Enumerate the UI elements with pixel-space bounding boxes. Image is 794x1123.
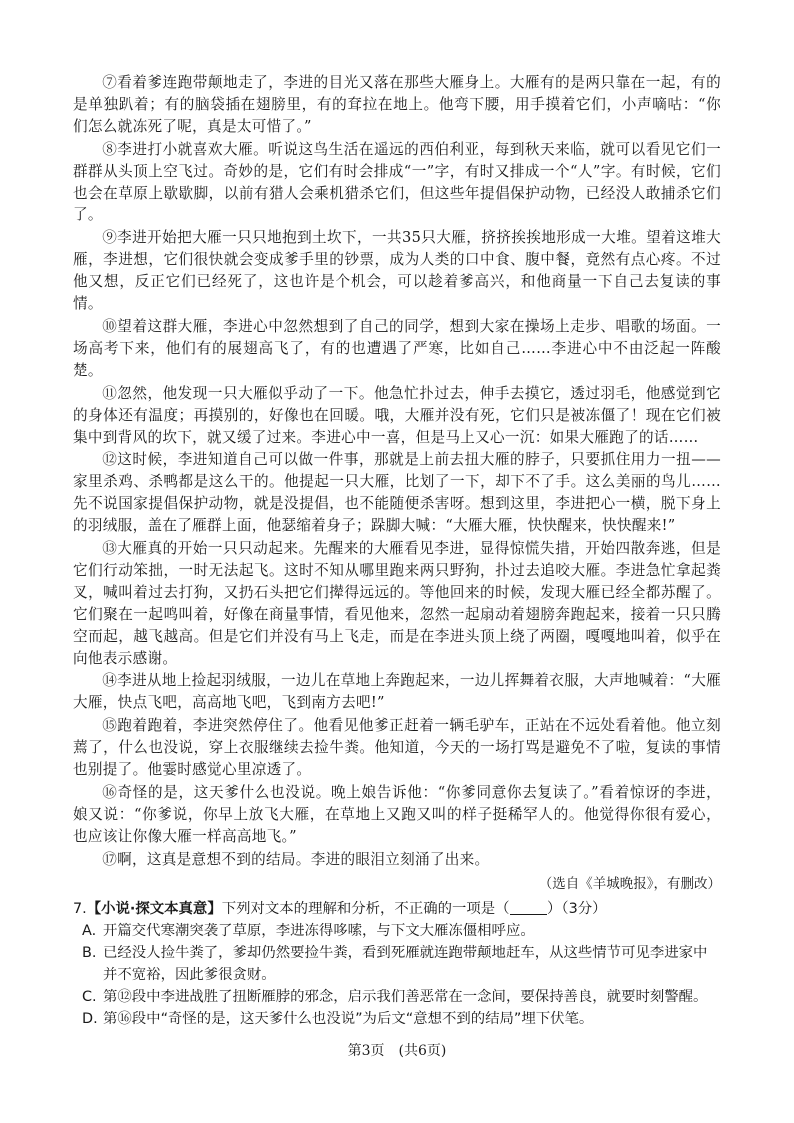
story-body [73,72,721,871]
option-c[interactable] [73,986,721,1008]
paragraph-14: ⑭李进从地上捡起羽绒服，一边儿在草地上奔跑起来，一边儿挥舞着衣服，大声地喊着：“大雁大雁，快点飞吧，高高地飞吧，飞到南方去吧!” [73,672,721,712]
option-letter: C. [82,988,97,1005]
paragraph-11: ⑪忽然，他发现一只大雁似乎动了一下。他急忙扑过去，伸手去摸它，透过羽毛，他感觉到它的身体还有温度；再摸别的，好像也在回暖。哦，大雁并没有死，它们只是被冻僵了！现在它们被集中到背风的坎下，就又缓了过来。李进心中一喜，但是马上又心一沉：如果大雁跑了的话…… [73,384,721,446]
paragraph-9: ⑨李进开始把大雁一只只地抱到土坎下，一共35只大雁，挤挤挨挨地形成一大堆。望着这堆大雁，李进想，它们很快就会变成爹手里的钞票，成为人类的口中食、腹中餐，竟然有点心疼。不过他又想，反正它们已经死了，这也许是个机会，可以趁着爹高兴，和他商量一下自己去复读的事情。 [73,229,721,313]
option-letter: A. [82,922,97,939]
page-content [73,72,721,1030]
option-b[interactable] [73,942,721,986]
option-text: 第⑯段中“奇怪的是，这天爹什么也没说”为后文“意想不到的结局”埋下伏笔。 [103,1010,594,1027]
question-stem [73,898,721,920]
paragraph-15: ⑮跑着跑着，李进突然停住了。他看见他爹正赶着一辆毛驴车，正站在不远处看着他。他立刻蔫了，什么也没说，穿上衣服继续去捡牛粪。他知道，今天的一场打骂是避免不了啦，复读的事情也别提了。他霎时感觉心里凉透了。 [73,717,721,779]
option-a[interactable] [73,920,721,942]
option-text: 开篇交代寒潮突袭了草原，李进冻得哆嗦，与下文大雁冻僵相呼应。 [103,922,535,939]
paragraph-17: ⑰啊，这真是意想不到的结局。李进的眼泪立刻涌了出来。 [102,850,490,868]
question-text: 下列对文本的理解和分析，不正确的一项是（ [221,900,510,917]
question-tag: 【小说·探文本真意】 [86,900,222,917]
page-number: 第3页 (共6页) [347,1043,447,1059]
answer-blank[interactable] [510,899,547,914]
paragraph-12: ⑫这时候，李进知道自己可以做一件事，那就是上前去扭大雁的脖子，只要抓住用力一扭——家里杀鸡、杀鸭都是这么干的。他提起一只大雁，比划了一下，却下不了手。这么美丽的鸟儿……先不说国家提倡保护动物，就是没提倡，也不能随便杀害呀。想到这里，李进把心一横，脱下身上的羽绒服，盖在了雁群上面，他瑟缩着身子；跺脚大喊：“大雁大雁，快快醒来，快快醒来!” [73,451,721,535]
paragraph-10: ⑩望着这群大雁，李进心中忽然想到了自己的同学，想到大家在操场上走步、唱歌的场面。一场高考下来，他们有的展翅高飞了，有的也遭遇了严寒，比如自己……李进心中不由泛起一阵酸楚。 [73,317,721,379]
source-citation: （选自《羊城晚报》，有删改） [538,875,721,892]
paragraph-8: ⑧李进打小就喜欢大雁。听说这鸟生活在遥远的西伯利亚，每到秋天来临，就可以看见它们一群群从头顶上空飞过。奇妙的是，它们有时会排成“一”字，有时又排成一个“人”字。有时候，它们也会在草原上歇歇脚，以前有猎人会乘机猎杀它们，但这些年提倡保护动物，已经没人敢捕杀它们了。 [73,140,721,224]
paragraph-13: ⑬大雁真的开始一只只动起来。先醒来的大雁看见李进，显得惊慌失措，开始四散奔逃，但是它们行动笨拙，一时无法起飞。这时不知从哪里跑来两只野狗，扑过去追咬大雁。李进急忙拿起粪叉，喊叫着过去打狗，又扔石头把它们撵得远远的。等他回来的时候，发现大雁已经全都苏醒了。它们聚在一起鸣叫着，好像在商量事情，看见他来，忽然一起扇动着翅膀奔跑起来，接着一只只腾空而起，越飞越高。但是它们并没有马上飞走，而是在李进头顶上绕了两圈，嘎嘎地叫着，似乎在向他表示感谢。 [73,540,721,667]
option-text: 已经没人捡牛粪了，爹却仍然要捡牛粪，看到死雁就连跑带颠地赶车，从这些情节可见李进家中并不宽裕，因此爹很贪财。 [103,944,708,983]
paragraph-16: ⑯奇怪的是，这天爹什么也没说。晚上娘告诉他：“你爹同意你去复读了。”看着惊讶的李进，娘又说：“你爹说，你早上放飞大雁，在草地上又跑又叫的样子挺稀罕人的。他觉得你很有爱心，也应该让你像大雁一样高高地飞。” [73,784,721,845]
question-score: ）（3分） [546,900,607,917]
option-text: 第⑫段中李进战胜了扭断雁脖的邪念，启示我们善恶常在一念间，要保持善良，就要时刻警醒。 [103,988,708,1005]
paragraph-7: ⑦看着爹连跑带颠地走了，李进的目光又落在那些大雁身上。大雁有的是两只靠在一起，有的是单独趴着；有的脑袋插在翅膀里，有的耷拉在地上。他弯下腰，用手摸着它们，小声嘀咕：“你们怎么就冻死了呢，真是太可惜了。” [73,74,721,135]
option-d[interactable] [73,1008,721,1030]
option-letter: B. [82,944,97,961]
option-letter: D. [82,1010,98,1027]
question-number: 7. [73,900,87,917]
question-7 [73,898,721,1030]
